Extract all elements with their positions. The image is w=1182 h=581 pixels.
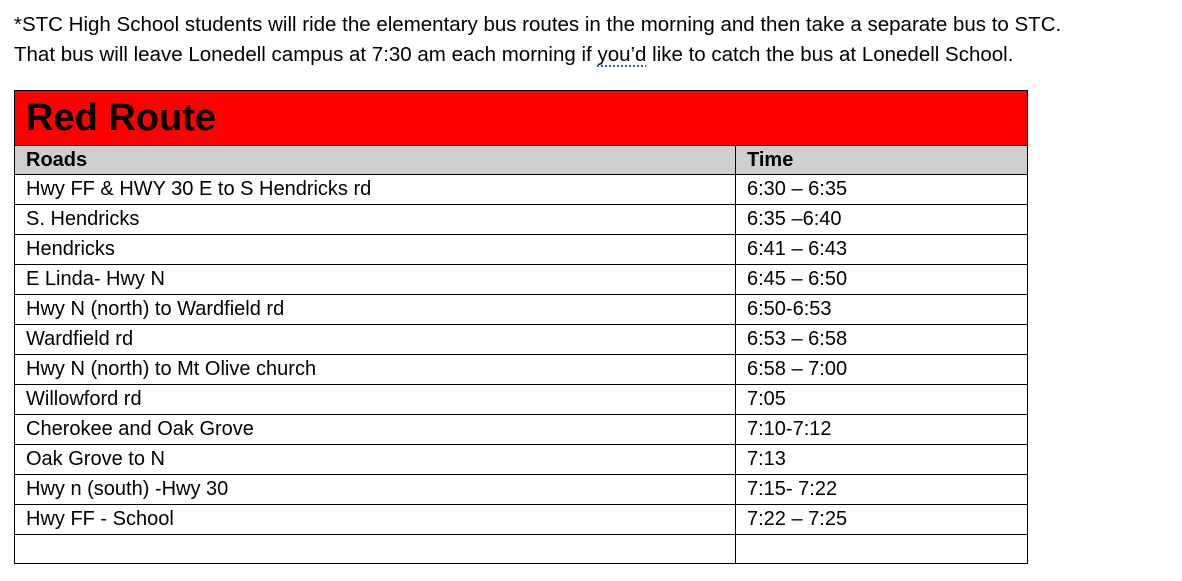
table-row (15, 295, 1028, 325)
road-cell: Cherokee and Oak Grove (15, 415, 736, 445)
table-row (15, 175, 1028, 205)
table-row (15, 415, 1028, 445)
table-row (15, 505, 1028, 535)
time-cell: 6:58 – 7:00 (736, 355, 1028, 385)
time-cell: 7:05 (736, 385, 1028, 415)
time-cell: 7:22 – 7:25 (736, 505, 1028, 535)
road-cell: E Linda- Hwy N (15, 265, 736, 295)
intro-paragraph (14, 10, 1179, 70)
intro-line-1: *STC High School students will ride the elementary bus routes in the morning and then take a separate bus to STC. (14, 13, 1062, 36)
route-title: Red Route (15, 91, 1028, 146)
table-row (15, 205, 1028, 235)
column-header-roads: Roads (15, 146, 736, 175)
road-cell: Oak Grove to N (15, 445, 736, 475)
red-route-table (14, 90, 1028, 564)
time-cell (736, 535, 1028, 564)
spellcheck-flagged-word[interactable]: you’d (597, 43, 647, 66)
table-header-row (15, 146, 1028, 175)
road-cell: Hwy FF & HWY 30 E to S Hendricks rd (15, 175, 736, 205)
table-row (15, 445, 1028, 475)
table-title-row (15, 91, 1028, 146)
road-cell: Hendricks (15, 235, 736, 265)
table-row (15, 475, 1028, 505)
time-cell: 6:30 – 6:35 (736, 175, 1028, 205)
intro-line-2-end: like to catch the bus at Lonedell School. (646, 43, 1014, 66)
table-row (15, 235, 1028, 265)
time-cell: 6:35 –6:40 (736, 205, 1028, 235)
table-row (15, 355, 1028, 385)
road-cell: Hwy N (north) to Wardfield rd (15, 295, 736, 325)
table-row (15, 535, 1028, 564)
intro-line-2 (14, 40, 1179, 70)
road-cell: Wardfield rd (15, 325, 736, 355)
time-cell: 7:13 (736, 445, 1028, 475)
road-cell: Willowford rd (15, 385, 736, 415)
time-cell: 6:45 – 6:50 (736, 265, 1028, 295)
intro-line-2-start: That bus will leave Lonedell campus at 7:30 am each morning if (14, 43, 598, 66)
road-cell: S. Hendricks (15, 205, 736, 235)
time-cell: 6:50-6:53 (736, 295, 1028, 325)
table-row (15, 385, 1028, 415)
road-cell (15, 535, 736, 564)
road-cell: Hwy N (north) to Mt Olive church (15, 355, 736, 385)
time-cell: 7:10-7:12 (736, 415, 1028, 445)
column-header-time: Time (736, 146, 1028, 175)
table-row (15, 265, 1028, 295)
time-cell: 6:53 – 6:58 (736, 325, 1028, 355)
road-cell: Hwy n (south) -Hwy 30 (15, 475, 736, 505)
table-row (15, 325, 1028, 355)
time-cell: 6:41 – 6:43 (736, 235, 1028, 265)
time-cell: 7:15- 7:22 (736, 475, 1028, 505)
road-cell: Hwy FF - School (15, 505, 736, 535)
